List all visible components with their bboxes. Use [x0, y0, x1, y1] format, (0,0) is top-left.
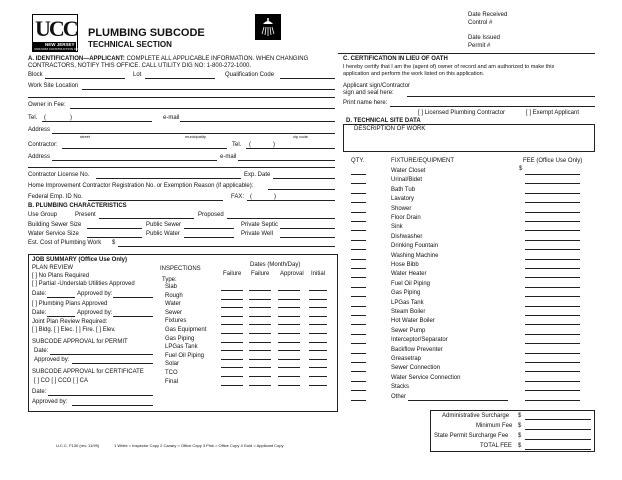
- inspection-col-header: Approval: [280, 271, 304, 277]
- fixture-label: Steam Boiler: [391, 309, 426, 315]
- inspection-date-field[interactable]: [249, 307, 271, 308]
- other-fixture-field[interactable]: [408, 400, 508, 401]
- print-name-label: Print name here:: [343, 100, 388, 106]
- inspection-date-field[interactable]: [278, 290, 300, 291]
- fixture-fee-field[interactable]: [525, 202, 580, 203]
- est-cost-label: Est. Cost of Plumbing Work: [28, 240, 102, 246]
- job-summary-heading: JOB SUMMARY (Office Use Only): [32, 257, 128, 263]
- tel2-field[interactable]: [246, 148, 335, 149]
- fixture-qty-field[interactable]: [351, 287, 366, 288]
- cert-text-1: I hereby certify that I am the (agent of) owner of record and am authorized to make this: [343, 64, 555, 70]
- ucc-logo: [32, 14, 83, 52]
- state-surcharge-dollar: $: [518, 433, 522, 439]
- inspection-date-field[interactable]: [249, 359, 271, 360]
- fixture-qty-field[interactable]: [351, 212, 366, 213]
- inspection-date-field[interactable]: [249, 385, 271, 386]
- inspection-type-label: Fuel Oil Piping: [165, 352, 205, 359]
- fixture-qty-field[interactable]: [351, 259, 366, 260]
- fixture-qty-field[interactable]: [351, 315, 366, 316]
- tel2-paren-open: (: [249, 142, 251, 148]
- inspection-type-label: Solar: [165, 361, 180, 368]
- fixture-label: Hose Bibb: [391, 262, 419, 268]
- inspection-date-field[interactable]: [309, 385, 327, 386]
- fixture-qty-field[interactable]: [351, 400, 366, 401]
- fixture-qty-field[interactable]: [351, 381, 366, 382]
- fixture-fee-field[interactable]: [525, 212, 580, 213]
- fixture-label: Stacks: [391, 384, 410, 391]
- home-improvement-label: Home Improvement Contractor Registration No. or Exemption Reason (if applicable):: [28, 183, 254, 189]
- total-fee-field[interactable]: [525, 449, 591, 450]
- joint-review-options[interactable]: [ ] Bldg. [ ] Elec. [ ] Fire. [ ] Elev.: [32, 327, 116, 333]
- approved-by-field-1b[interactable]: [113, 316, 153, 317]
- inspection-date-field[interactable]: [278, 359, 300, 360]
- fixture-fee-field[interactable]: [525, 353, 580, 354]
- fixture-fee-field[interactable]: [525, 183, 580, 184]
- fixture-label: Urinal/Bidet: [391, 177, 423, 184]
- inspection-date-field[interactable]: [309, 359, 327, 360]
- fixture-fee-field[interactable]: [525, 400, 580, 401]
- street-hint: street: [80, 134, 91, 139]
- public-sewer-label: Public Sewer: [146, 222, 182, 228]
- fixture-fee-field[interactable]: [525, 249, 580, 250]
- water-service-field[interactable]: [87, 237, 142, 238]
- fixture-qty-field[interactable]: [351, 390, 366, 391]
- inspection-date-field[interactable]: [221, 316, 243, 317]
- inspection-date-field[interactable]: [309, 333, 327, 334]
- zip-hint: zip code: [293, 134, 308, 139]
- lot-label: Lot: [133, 72, 142, 78]
- inspection-date-field[interactable]: [249, 299, 271, 300]
- signature-field[interactable]: [407, 96, 595, 97]
- fixture-fee-field[interactable]: [525, 193, 580, 194]
- control-label: Control #: [468, 20, 493, 26]
- fixture-fee-field[interactable]: [525, 230, 580, 231]
- date-label-2: Date:: [34, 348, 49, 354]
- fixture-fee-field[interactable]: [525, 324, 580, 325]
- fixture-qty-field[interactable]: [351, 353, 366, 354]
- fixture-label: Washing Machine: [391, 252, 439, 259]
- fixture-label: Interceptor/Separator: [391, 337, 448, 344]
- fixture-fee-field[interactable]: [525, 221, 580, 222]
- fixture-qty-field[interactable]: [351, 174, 366, 175]
- inspection-type-label: Gas Equipment: [165, 327, 207, 333]
- inspection-date-field[interactable]: [309, 350, 327, 351]
- type-label: Type:: [162, 277, 177, 283]
- approved-by-label-3: Approved by:: [32, 399, 68, 405]
- fee-dollar: $: [519, 166, 523, 172]
- private-septic-label: Private Septic: [241, 222, 279, 228]
- logo-text: UCC: [35, 16, 77, 41]
- fixture-fee-field[interactable]: [525, 259, 580, 260]
- work-site-field[interactable]: [82, 89, 335, 90]
- form-subtitle: TECHNICAL SECTION: [88, 40, 172, 49]
- fixture-label: Gas Piping: [391, 290, 421, 297]
- subcode-cert-label: SUBCODE APPROVAL for CERTIFICATE: [32, 369, 144, 375]
- section-a-heading: A. IDENTIFICATION—APPLICANT: COMPLETE ALL APPLICABLE INFORMATION. WHEN CHANGING: [28, 56, 309, 62]
- fixture-qty-field[interactable]: [351, 343, 366, 344]
- inspection-date-field[interactable]: [278, 367, 300, 368]
- fixture-fee-field[interactable]: [525, 277, 580, 278]
- fixture-label: Shower: [391, 205, 412, 212]
- fixture-label: Greasetrap: [391, 356, 422, 362]
- sign-label-2: sign and seal here:: [343, 90, 394, 96]
- date-issued-label: Date Issued: [468, 35, 501, 41]
- license-field[interactable]: [96, 178, 241, 179]
- date-received-label: Date Received: [468, 12, 508, 18]
- fax-field[interactable]: [247, 200, 335, 201]
- fixture-qty-field[interactable]: [351, 324, 366, 325]
- fixture-fee-field[interactable]: [525, 306, 580, 307]
- print-name-field[interactable]: [390, 106, 595, 107]
- qual-code-field[interactable]: [280, 78, 335, 79]
- fixture-fee-field[interactable]: [525, 315, 580, 316]
- fixture-fee-field[interactable]: [525, 362, 580, 363]
- block-label: Block: [28, 72, 43, 78]
- municipality-hint: municipality: [185, 134, 206, 139]
- inspection-date-field[interactable]: [221, 342, 243, 343]
- total-fee-label: TOTAL FEE: [480, 443, 512, 449]
- present-label: Present: [75, 212, 96, 218]
- address-label: Address: [28, 127, 51, 133]
- fixture-fee-field[interactable]: [525, 371, 580, 372]
- sign-label-1: Applicant sign/Contractor: [343, 83, 411, 89]
- inspection-date-field[interactable]: [249, 290, 271, 291]
- fixture-qty-field[interactable]: [351, 277, 366, 278]
- fixture-label: Water Heater: [391, 271, 427, 278]
- public-sewer-field[interactable]: [184, 228, 234, 229]
- approved-by-label-1: Approved by:: [77, 291, 113, 297]
- fixture-fee-field[interactable]: [525, 240, 580, 241]
- approved-by-field-2[interactable]: [72, 363, 153, 364]
- federal-id-field[interactable]: [88, 200, 223, 201]
- address2-label: Address: [28, 154, 51, 160]
- copy-distribution: 1 White = Inspector Copy 2 Canary = Office Copy 3 Pink = Office Copy 4 Gold = Applicant Copy: [114, 443, 284, 448]
- proposed-field[interactable]: [227, 218, 335, 219]
- partial-checkbox[interactable]: [ ] Partial -Underslab Utilities Approved: [32, 281, 135, 287]
- fixture-qty-field[interactable]: [351, 193, 366, 194]
- exp-date-label: Exp. Date: [244, 172, 271, 178]
- date-field-2[interactable]: [50, 354, 153, 355]
- inspection-date-field[interactable]: [278, 350, 300, 351]
- fixture-qty-field[interactable]: [351, 183, 366, 184]
- inspection-date-field[interactable]: [221, 359, 243, 360]
- owner-label: Owner in Fee:: [28, 102, 66, 108]
- inspection-date-field[interactable]: [221, 333, 243, 334]
- federal-id-label: Federal Emp. ID No.: [28, 194, 83, 200]
- bldg-sewer-field[interactable]: [87, 228, 142, 229]
- no-plans-checkbox[interactable]: [ ] No Plans Required: [32, 273, 90, 279]
- fixture-qty-field[interactable]: [351, 371, 366, 372]
- inspection-date-field[interactable]: [309, 299, 327, 300]
- public-water-label: Public Water: [146, 231, 180, 237]
- inspection-date-field[interactable]: [309, 376, 327, 377]
- inspection-date-field[interactable]: [221, 290, 243, 291]
- fixture-label: LPGas Tank: [391, 299, 424, 306]
- est-cost-dollar: $: [112, 240, 116, 246]
- license-label: Contractor License No.: [28, 172, 90, 178]
- section-a-heading-line2: CONTRACTORS, NOTIFY THIS OFFICE. CALL UTILITY DIG NO: 1-800-272-1000.: [28, 63, 252, 69]
- home-improvement-field[interactable]: [268, 189, 335, 190]
- fixture-label: Sink: [391, 224, 403, 231]
- lot-field[interactable]: [145, 78, 215, 79]
- date-field-1b[interactable]: [47, 316, 75, 317]
- date-field-3[interactable]: [48, 395, 153, 396]
- fixture-qty-field[interactable]: [351, 249, 366, 250]
- date-field-1[interactable]: [47, 297, 75, 298]
- state-surcharge-field[interactable]: [525, 439, 591, 440]
- fixture-fee-field[interactable]: [525, 268, 580, 269]
- fax-paren-close: ): [274, 194, 276, 200]
- proposed-label: Proposed: [198, 212, 224, 218]
- fax-label: FAX:: [231, 194, 245, 200]
- fixture-label: Fuel Oil Piping: [391, 280, 431, 287]
- bldg-sewer-label: Building Sewer Size: [28, 222, 82, 228]
- inspection-date-field[interactable]: [309, 324, 327, 325]
- section-c-heading: C. CERTIFICATION IN LIEU OF OATH: [343, 56, 448, 62]
- inspection-type-label: Slab: [165, 284, 178, 290]
- contractor-label: Contractor:: [28, 142, 58, 148]
- inspection-col-header: Initial: [311, 271, 326, 277]
- fixture-label: Other: [391, 393, 407, 400]
- inspection-date-field[interactable]: [309, 316, 327, 317]
- inspections-label: INSPECTIONS: [160, 266, 201, 272]
- est-cost-field[interactable]: [118, 246, 335, 247]
- inspection-date-field[interactable]: [249, 342, 271, 343]
- address2-field[interactable]: [52, 160, 217, 161]
- tel2-label: Tel.: [232, 142, 242, 148]
- email-label: e-mail: [163, 115, 180, 121]
- fixture-label: Sewer Pump: [391, 327, 426, 334]
- email2-label: e-mail: [220, 154, 237, 160]
- fixture-label: Bath Tub: [391, 186, 416, 193]
- form-number: U.C.C. F130 (rev. 11/99): [56, 443, 100, 448]
- fixture-fee-field[interactable]: [525, 296, 580, 297]
- inspection-type-label: Rough: [165, 292, 183, 299]
- fixture-fee-field[interactable]: [525, 287, 580, 288]
- inspection-type-label: Fixtures: [165, 318, 187, 325]
- inspection-date-field[interactable]: [309, 367, 327, 368]
- tel-paren-open: (: [44, 115, 46, 121]
- inspection-date-field[interactable]: [249, 367, 271, 368]
- inspection-date-field[interactable]: [221, 324, 243, 325]
- tel2-paren-close: ): [273, 142, 275, 148]
- present-field[interactable]: [99, 218, 194, 219]
- email2-field[interactable]: [238, 160, 335, 161]
- exempt-applicant-checkbox[interactable]: [ ] Exempt Applicant: [526, 110, 580, 116]
- fixture-label: Dishwasher: [391, 233, 423, 240]
- fixture-label: Hot Water Boiler: [391, 318, 435, 325]
- inspection-date-field[interactable]: [309, 307, 327, 308]
- cert-text-2: application and perform the work listed on this application.: [343, 71, 485, 77]
- approved-by-field-3[interactable]: [72, 405, 153, 406]
- inspection-date-field[interactable]: [221, 385, 243, 386]
- fixture-header: FIXTURE/EQUIPMENT: [391, 158, 455, 164]
- permit-label: Permit #: [468, 43, 491, 49]
- admin-surcharge-label: Administrative Surcharge: [442, 413, 510, 419]
- cert-options[interactable]: [ ] CO [ ] CCO [ ] CA: [34, 378, 89, 384]
- plan-review-label: PLAN REVIEW: [32, 265, 74, 271]
- fee-header: FEE (Office Use Only): [523, 158, 583, 164]
- water-service-label: Water Service Size: [28, 231, 79, 237]
- inspection-col-header: Failure: [251, 271, 270, 277]
- private-well-field[interactable]: [280, 237, 335, 238]
- fixture-qty-field[interactable]: [351, 221, 366, 222]
- use-group-label: Use Group: [28, 212, 58, 218]
- description-label: DESCRIPTION OF WORK: [354, 126, 426, 132]
- dates-header: Dates (Month/Day): [250, 262, 301, 268]
- tel-label: Tel.: [28, 115, 38, 121]
- date-label-1b: Date:: [32, 310, 47, 316]
- inspection-type-label: Final: [165, 378, 179, 385]
- fixture-fee-field[interactable]: [525, 381, 580, 382]
- minimum-fee-dollar: $: [518, 423, 522, 429]
- section-d-heading: D. TECHNICAL SITE DATA: [346, 118, 421, 124]
- fixture-qty-field[interactable]: [351, 230, 366, 231]
- total-fee-dollar: $: [518, 443, 522, 449]
- fixture-fee-field[interactable]: [525, 334, 580, 335]
- qual-code-label: Qualification Code: [225, 72, 275, 78]
- minimum-fee-field[interactable]: [525, 429, 591, 430]
- admin-surcharge-dollar: $: [518, 413, 522, 419]
- fixture-label: Floor Drain: [391, 215, 421, 221]
- inspection-date-field[interactable]: [278, 307, 300, 308]
- admin-surcharge-field[interactable]: [525, 419, 591, 420]
- private-septic-field[interactable]: [280, 228, 335, 229]
- work-site-label: Work Site Location: [28, 83, 79, 89]
- fixture-label: Sewer Connection: [391, 365, 441, 372]
- inspection-type-label: Gas Piping: [165, 335, 195, 342]
- tel-paren-close: ): [70, 115, 72, 121]
- block-field[interactable]: [45, 78, 125, 79]
- inspection-date-field[interactable]: [221, 376, 243, 377]
- inspection-date-field[interactable]: [278, 324, 300, 325]
- inspection-date-field[interactable]: [221, 299, 243, 300]
- inspection-date-field[interactable]: [278, 376, 300, 377]
- inspection-date-field[interactable]: [309, 290, 327, 291]
- inspection-type-label: TCO: [165, 370, 178, 376]
- qty-header: QTY.: [351, 158, 365, 164]
- inspection-date-field[interactable]: [249, 316, 271, 317]
- inspection-type-label: Water: [165, 301, 181, 308]
- inspection-date-field[interactable]: [249, 350, 271, 351]
- fixture-label: Lavatory: [391, 196, 415, 203]
- approved-by-label-2: Approved by:: [34, 357, 70, 363]
- inspection-date-field[interactable]: [221, 350, 243, 351]
- inspection-date-field[interactable]: [278, 385, 300, 386]
- inspection-date-field[interactable]: [221, 367, 243, 368]
- inspection-type-label: LPGas Tank: [165, 344, 198, 351]
- fixture-label: Water Closet: [391, 168, 426, 174]
- fixture-label: Water Service Connection: [391, 374, 461, 381]
- fixture-qty-field[interactable]: [351, 334, 366, 335]
- plans-approved-checkbox[interactable]: [ ] Plumbing Plans Approved: [32, 301, 108, 307]
- form-title: PLUMBING SUBCODE: [88, 27, 205, 39]
- date-label-3: Date:: [32, 389, 47, 395]
- inspection-date-field[interactable]: [278, 299, 300, 300]
- approved-by-field-1[interactable]: [113, 297, 153, 298]
- private-well-label: Private Well: [241, 231, 273, 237]
- licensed-contractor-checkbox[interactable]: [ ] Licensed Plumbing Contractor: [418, 110, 506, 116]
- inspection-date-field[interactable]: [278, 316, 300, 317]
- section-b-heading: B. PLUMBING CHARACTERISTICS: [28, 203, 127, 209]
- approved-by-label-1b: Approved by:: [77, 310, 113, 316]
- fixture-fee-field[interactable]: [525, 390, 580, 391]
- fixture-qty-field[interactable]: [351, 296, 366, 297]
- inspection-date-field[interactable]: [278, 333, 300, 334]
- exp-date-field[interactable]: [273, 178, 335, 179]
- fixture-qty-field[interactable]: [351, 306, 366, 307]
- logo-subcaption: UNIFORM CONSTRUCTION CODE: [34, 47, 83, 51]
- state-surcharge-label: State Permit Surcharge Fee: [434, 433, 509, 439]
- joint-review-label: Joint Plan Review Required:: [32, 319, 108, 325]
- fixture-qty-field[interactable]: [351, 240, 366, 241]
- inspection-date-field[interactable]: [249, 333, 271, 334]
- date-label-1: Date:: [32, 291, 47, 297]
- logo-caption: NEW JERSEY: [45, 42, 75, 47]
- tel-field[interactable]: [42, 121, 152, 122]
- inspection-date-field[interactable]: [249, 376, 271, 377]
- inspection-date-field[interactable]: [221, 307, 243, 308]
- fixture-label: Drinking Fountain: [391, 243, 439, 250]
- minimum-fee-label: Minimum Fee: [476, 423, 513, 429]
- fax-paren-open: (: [250, 194, 252, 200]
- fixture-qty-field[interactable]: [351, 202, 366, 203]
- shower-icon: [255, 14, 281, 40]
- inspection-date-field[interactable]: [278, 342, 300, 343]
- inspection-date-field[interactable]: [249, 324, 271, 325]
- fixture-qty-field[interactable]: [351, 362, 366, 363]
- inspection-date-field[interactable]: [309, 342, 327, 343]
- contractor-field[interactable]: [62, 148, 227, 149]
- inspection-type-label: Sewer: [165, 309, 183, 316]
- fixture-fee-field[interactable]: [525, 343, 580, 344]
- subcode-permit-label: SUBCODE APPROVAL for PERMIT: [32, 339, 128, 345]
- inspection-col-header: Failure: [223, 271, 242, 277]
- fixture-qty-field[interactable]: [351, 268, 366, 269]
- fixture-fee-field[interactable]: [525, 174, 580, 175]
- email-field[interactable]: [180, 121, 335, 122]
- public-water-field[interactable]: [184, 237, 234, 238]
- owner-field[interactable]: [70, 108, 335, 109]
- fixture-label: Backflow Preventer: [391, 346, 443, 353]
